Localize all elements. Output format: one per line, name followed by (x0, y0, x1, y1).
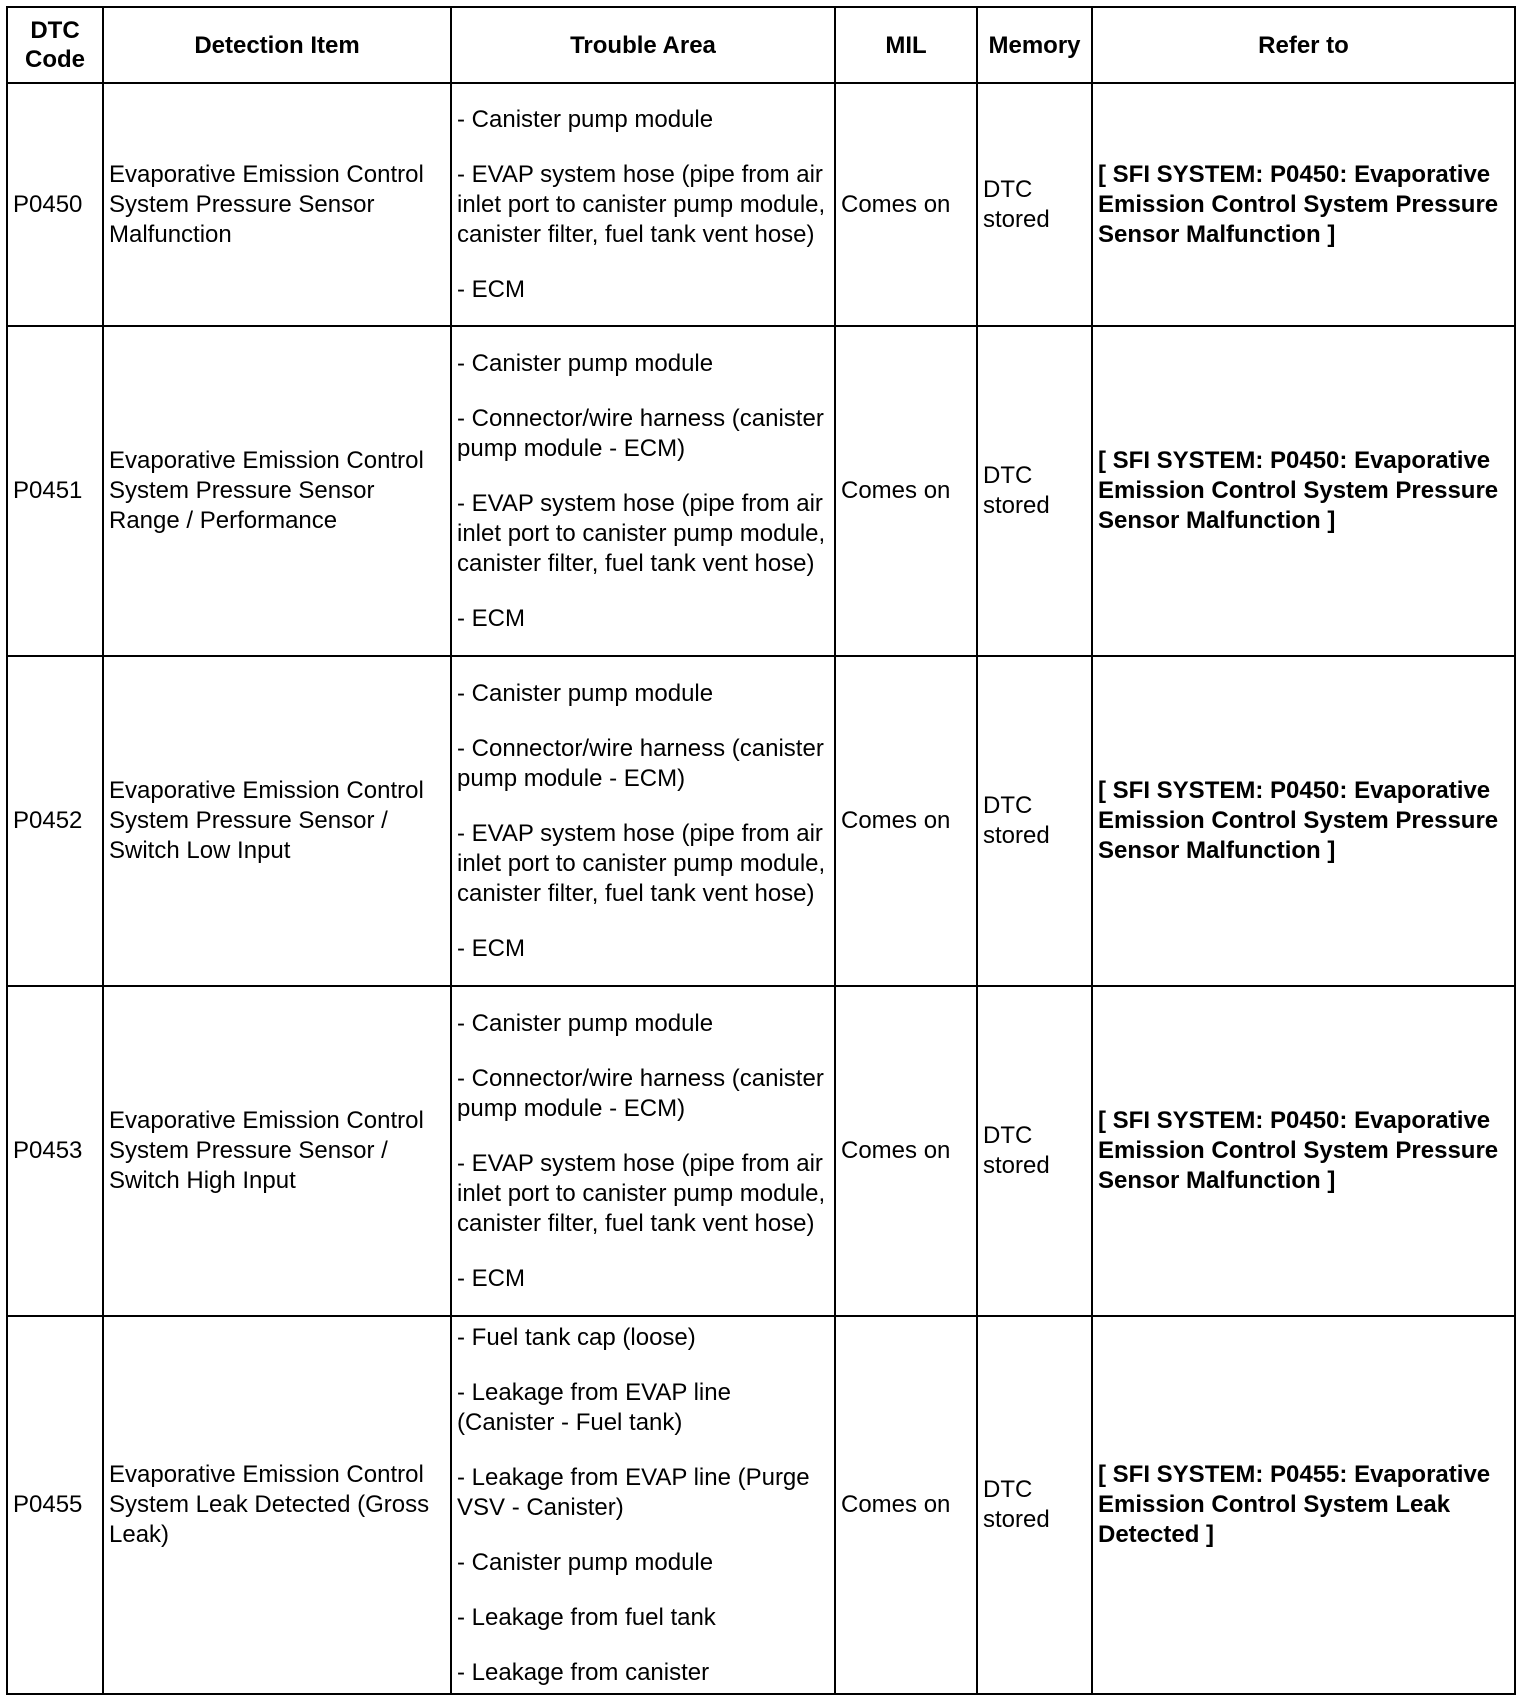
table-row (7, 986, 1515, 1316)
trouble-area-cell (451, 83, 835, 326)
table-row (7, 1316, 1515, 1694)
detection-item-cell: Evaporative Emission Control System Pressure Sensor / Switch Low Input (103, 656, 451, 986)
header-dtc-code (7, 7, 103, 83)
trouble-item: - EVAP system hose (pipe from air inlet port to canister pump module, canister filter, fuel tank vent hose) (457, 489, 826, 577)
detection-item-cell: Evaporative Emission Control System Pressure Sensor / Switch High Input (103, 986, 451, 1316)
table-row (7, 656, 1515, 986)
mil-cell: Comes on (835, 986, 977, 1316)
memory-line2: stored (983, 1506, 1050, 1533)
header-row (7, 7, 1515, 83)
mil-cell: Comes on (835, 1316, 977, 1694)
trouble-item: - Connector/wire harness (canister pump module - ECM) (457, 734, 824, 792)
memory-cell (977, 326, 1092, 656)
trouble-area-cell (451, 326, 835, 656)
memory-line1: DTC (983, 1122, 1033, 1149)
trouble-area-cell (451, 986, 835, 1316)
trouble-item: - Canister pump module (457, 349, 714, 377)
memory-line2: stored (983, 822, 1050, 849)
dtc-code-cell: P0451 (7, 326, 103, 656)
header-mil: MIL (835, 7, 977, 83)
trouble-item: - Leakage from fuel tank (457, 1603, 716, 1631)
dtc-code-cell: P0450 (7, 83, 103, 326)
trouble-item: - Canister pump module (457, 1548, 714, 1576)
memory-line1: DTC (983, 175, 1033, 203)
trouble-item: - Leakage from canister (457, 1658, 710, 1686)
memory-line1: DTC (983, 1476, 1033, 1503)
memory-cell (977, 1316, 1092, 1694)
trouble-item: - Fuel tank cap (loose) (457, 1323, 696, 1351)
trouble-item: - Canister pump module (457, 679, 714, 707)
trouble-area-cell (451, 656, 835, 986)
trouble-item: - Leakage from EVAP line (Canister - Fuel tank) (457, 1378, 731, 1436)
header-refer-to: Refer to (1092, 7, 1515, 83)
mil-cell: Comes on (835, 656, 977, 986)
trouble-item: - ECM (457, 934, 525, 962)
table-row (7, 326, 1515, 656)
trouble-item: - EVAP system hose (pipe from air inlet port to canister pump module, canister filter, fuel tank vent hose) (457, 1149, 826, 1237)
header-dtc-code-line2: Code (25, 46, 85, 73)
trouble-item: - Connector/wire harness (canister pump module - ECM) (457, 1064, 824, 1122)
trouble-item: - ECM (457, 604, 525, 632)
dtc-code-cell: P0455 (7, 1316, 103, 1694)
dtc-code-cell: P0452 (7, 656, 103, 986)
trouble-item: - EVAP system hose (pipe from air inlet port to canister pump module, canister filter, fuel tank vent hose) (457, 160, 826, 248)
dtc-table (6, 6, 1516, 1695)
trouble-item: - ECM (457, 275, 525, 303)
trouble-item: - Canister pump module (457, 1009, 714, 1037)
detection-item-cell: Evaporative Emission Control System Pressure Sensor Range / Performance (103, 326, 451, 656)
dtc-code-cell: P0453 (7, 986, 103, 1316)
mil-cell: Comes on (835, 326, 977, 656)
detection-item-cell: Evaporative Emission Control System Leak Detected (Gross Leak) (103, 1316, 451, 1694)
header-dtc-code-line1: DTC (30, 17, 80, 44)
memory-line1: DTC (983, 462, 1033, 489)
memory-cell (977, 83, 1092, 326)
memory-line2: stored (983, 492, 1050, 519)
table-row (7, 83, 1515, 326)
refer-to-link[interactable]: [ SFI SYSTEM: P0450: Evaporative Emission Control System Pressure Sensor Malfunction ] (1092, 986, 1515, 1316)
header-memory: Memory (977, 7, 1092, 83)
refer-to-link[interactable]: [ SFI SYSTEM: P0450: Evaporative Emission Control System Pressure Sensor Malfunction ] (1092, 83, 1515, 326)
memory-line2: stored (983, 1152, 1050, 1179)
trouble-area-cell (451, 1316, 835, 1694)
trouble-item: - Leakage from EVAP line (Purge VSV - Canister) (457, 1463, 810, 1521)
mil-cell: Comes on (835, 83, 977, 326)
detection-item-cell: Evaporative Emission Control System Pressure Sensor Malfunction (103, 83, 451, 326)
trouble-item: - Connector/wire harness (canister pump module - ECM) (457, 404, 824, 462)
memory-cell (977, 986, 1092, 1316)
trouble-item: - Canister pump module (457, 105, 714, 133)
memory-line2: stored (983, 205, 1050, 233)
refer-to-link[interactable]: [ SFI SYSTEM: P0450: Evaporative Emission Control System Pressure Sensor Malfunction ] (1092, 656, 1515, 986)
header-trouble-area: Trouble Area (451, 7, 835, 83)
memory-cell (977, 656, 1092, 986)
refer-to-link[interactable]: [ SFI SYSTEM: P0455: Evaporative Emission Control System Leak Detected ] (1092, 1316, 1515, 1694)
memory-line1: DTC (983, 792, 1033, 819)
trouble-item: - ECM (457, 1264, 525, 1292)
refer-to-link[interactable]: [ SFI SYSTEM: P0450: Evaporative Emission Control System Pressure Sensor Malfunction ] (1092, 326, 1515, 656)
trouble-item: - EVAP system hose (pipe from air inlet port to canister pump module, canister filter, fuel tank vent hose) (457, 819, 826, 907)
header-detection-item: Detection Item (103, 7, 451, 83)
